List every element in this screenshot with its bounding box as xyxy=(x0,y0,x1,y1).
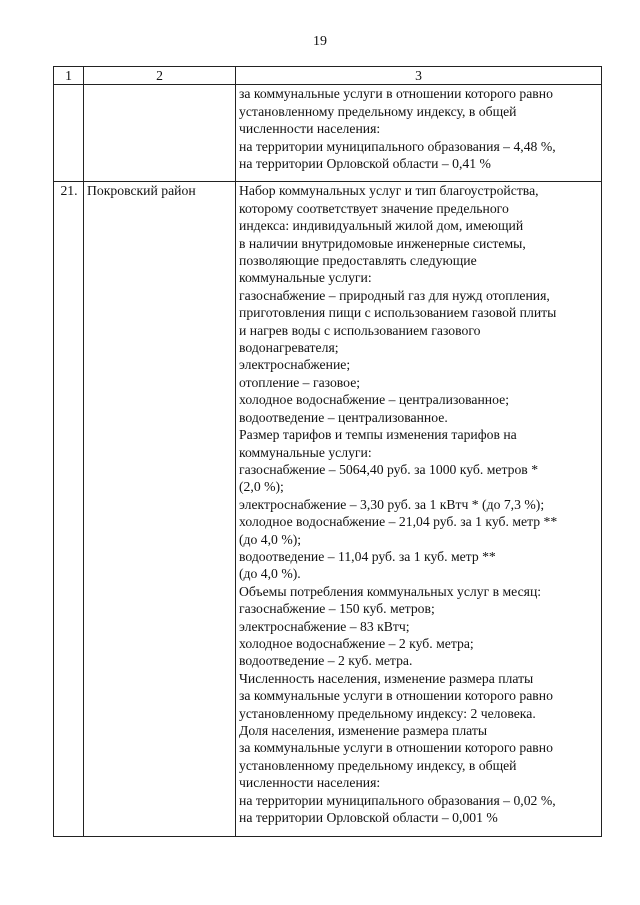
page-number: 19 xyxy=(313,34,327,49)
text-line: численности населения: xyxy=(239,121,381,137)
text-line: отопление – газовое; xyxy=(239,374,361,390)
text-line: за коммунальные услуги в отношении которого равно xyxy=(239,86,553,102)
text-line: индекса: индивидуальный жилой дом, имеющий xyxy=(239,218,524,234)
table-row-continuation xyxy=(54,85,602,182)
column-header-2: 2 xyxy=(84,67,236,85)
text-line: (2,0 %); xyxy=(239,479,284,495)
text-line: на территории Орловской области – 0,001 % xyxy=(239,810,498,826)
text-line: Численность населения, изменение размера платы xyxy=(239,670,534,686)
text-line: установленному предельному индексу, в общей xyxy=(239,757,517,773)
table-row-21 xyxy=(54,182,602,837)
text-line: водоотведение – 11,04 руб. за 1 куб. метр ** xyxy=(239,548,496,564)
text-line: на территории муниципального образования – 0,02 %, xyxy=(239,792,556,808)
text-line: позволяющие предоставлять следующие xyxy=(239,253,477,269)
text-line: и нагрев воды с использованием газового xyxy=(239,322,481,338)
text-line: за коммунальные услуги в отношении которого равно xyxy=(239,740,553,756)
text-line: водоотведение – 2 куб. метра. xyxy=(239,653,413,669)
text-line: (до 4,0 %); xyxy=(239,531,302,547)
text-line: Доля населения, изменение размера платы xyxy=(239,723,488,738)
text-line: установленному предельному индексу: 2 человека. xyxy=(239,705,536,721)
text-line: Набор коммунальных услуг и тип благоустройства, xyxy=(239,183,539,199)
text-line: газоснабжение – природный газ для нужд отопления, xyxy=(239,287,550,303)
description-cell xyxy=(236,85,602,182)
text-line: за коммунальные услуги в отношении которого равно xyxy=(239,688,553,704)
row-number-cell: 21. xyxy=(54,182,84,837)
text-line: водоотведение – централизованное. xyxy=(239,409,448,425)
description-cell xyxy=(236,182,602,837)
text-line: газоснабжение – 5064,40 руб. за 1000 куб. метров * xyxy=(239,461,539,477)
text-line: численности населения: xyxy=(239,775,381,791)
text-line: приготовления пищи с использованием газовой плиты xyxy=(239,305,557,321)
text-line: на территории Орловской области – 0,41 % xyxy=(239,156,491,172)
column-header-3: 3 xyxy=(236,67,602,85)
text-line: (до 4,0 %). xyxy=(239,566,301,582)
text-line: установленному предельному индексу, в общей xyxy=(239,103,517,119)
text-line: в наличии внутридомовые инженерные системы, xyxy=(239,235,526,251)
text-line: электроснабжение; xyxy=(239,357,351,373)
text-line: на территории муниципального образования – 4,48 %, xyxy=(239,138,556,154)
table-header-row xyxy=(54,67,602,85)
text-line: коммунальные услуги: xyxy=(239,270,372,286)
district-cell: Покровский район xyxy=(84,182,236,837)
district-cell xyxy=(84,85,236,182)
text-line: коммунальные услуги: xyxy=(239,444,372,460)
text-line: холодное водоснабжение – 21,04 руб. за 1 куб. метр ** xyxy=(239,514,558,530)
text-line: Объемы потребления коммунальных услуг в месяц: xyxy=(239,583,542,599)
text-line: холодное водоснабжение – 2 куб. метра; xyxy=(239,635,474,651)
text-line: электроснабжение – 83 кВтч; xyxy=(239,618,410,634)
tariff-table xyxy=(53,66,602,837)
text-line: газоснабжение – 150 куб. метров; xyxy=(239,601,435,617)
text-line: холодное водоснабжение – централизованное; xyxy=(239,392,510,408)
text-line: электроснабжение – 3,30 руб. за 1 кВтч * (до 7,3 %); xyxy=(239,496,545,512)
text-line: Размер тарифов и темпы изменения тарифов на xyxy=(239,427,517,443)
row-number-cell xyxy=(54,85,84,182)
text-line: водонагревателя; xyxy=(239,340,339,356)
text-line: которому соответствует значение предельного xyxy=(239,200,509,216)
column-header-1: 1 xyxy=(54,67,84,85)
